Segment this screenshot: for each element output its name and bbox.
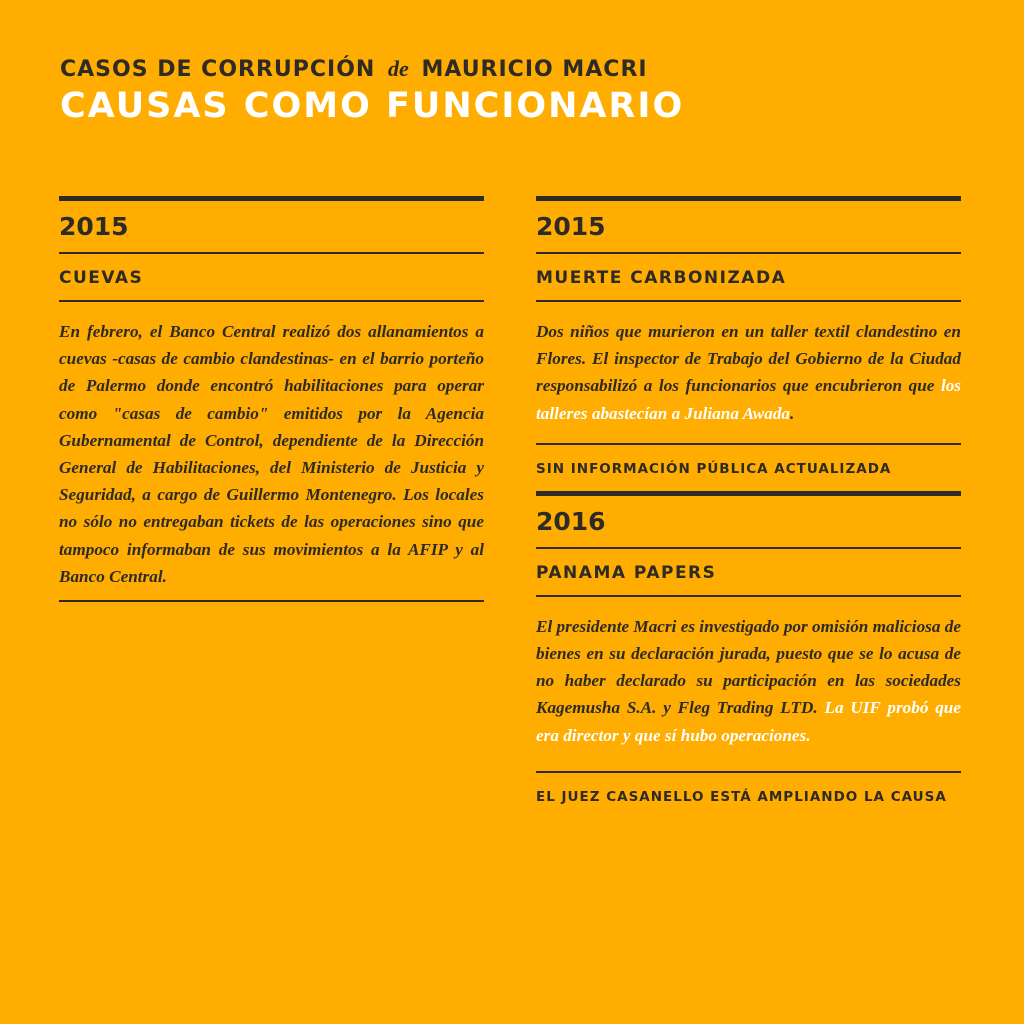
case-description-text: Dos niños que murieron en un taller textil clandestino en Flores. El inspector de Trabajo del Gobierno de la Ciudad responsabilizó a los funcionarios que encubrieron que [536,322,961,396]
supertitle-part1: CASOS DE CORRUPCIÓN [60,57,376,82]
case-column-left [59,196,484,602]
case-title: PANAMA PAPERS [536,562,717,583]
supertitle-connector: de [388,56,409,81]
supertitle [60,56,960,82]
case-description [536,302,961,443]
case-title: CUEVAS [59,268,144,288]
case-status: SIN INFORMACIÓN PÚBLICA ACTUALIZADA [536,460,892,477]
case-description: En febrero, el Banco Central realizó dos allanamientos a cuevas -casas de cambio clandestinas- en el barrio porteño de Palermo donde encontró habilitaciones para operar como "casas de cambio" emitidos por la Agencia Gubernamental de Control, dependiente de la Dirección General de Habilitaciones, del Ministerio de Justicia y Seguridad, a cargo de Guillermo Montenegro. Los locales no sólo no entregaban tickets de las operaciones sino que tampoco informaban de sus movimientos a la AFIP y al Banco Central. [59,322,484,586]
header [60,56,960,126]
case-column-right [536,196,961,819]
case-description [536,597,961,771]
case-year: 2016 [536,506,606,536]
case-year: 2015 [59,212,129,241]
page-title: CAUSAS COMO FUNCIONARIO [60,86,685,126]
divider [59,600,484,602]
case-status: EL JUEZ CASANELLO ESTÁ AMPLIANDO LA CAUSA [536,788,947,805]
case-description-end: . [790,403,795,423]
case-title: MUERTE CARBONIZADA [536,268,787,288]
supertitle-part2: MAURICIO MACRI [421,57,648,82]
case-description-highlight: los talleres abastecían a Juliana Awada [536,376,961,423]
case-year: 2015 [536,212,606,241]
case-description-text: El presidente Macri es investigado por omisión maliciosa de bienes en su declaración jurada, puesto que se lo acusa de no haber declarado su participación en las sociedades Kagemusha S.A. y Fleg Trading LTD. [536,616,961,718]
case-description-highlight: La UIF probó que era director y que sí hubo operaciones. [536,698,961,745]
